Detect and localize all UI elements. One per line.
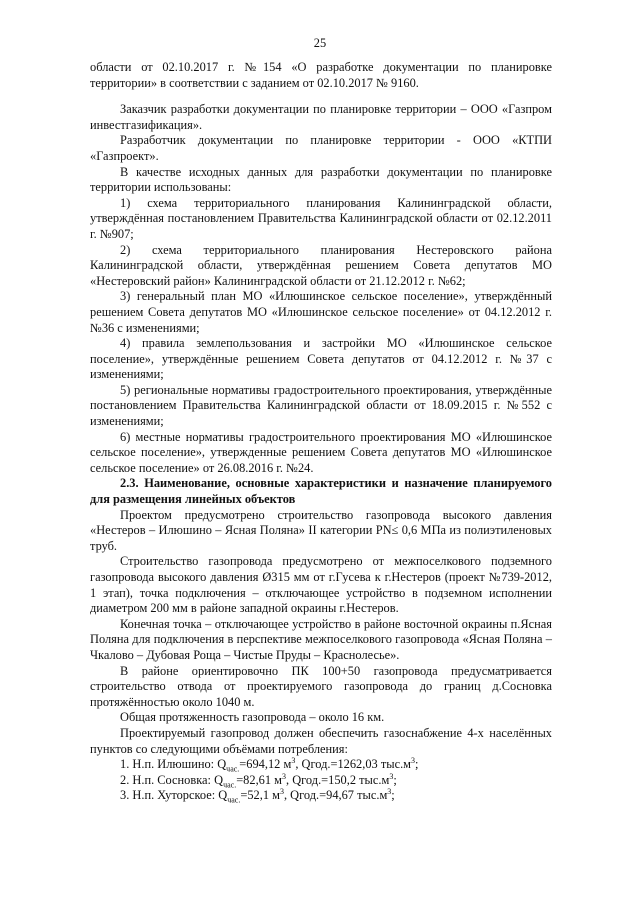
paragraph-developer: Разработчик документации по планировке территории - ООО «КТПИ «Газпроект». xyxy=(90,133,552,163)
paragraph-source-item-3: 3) генеральный план МО «Илюшинское сельское поселение», утверждённый решением Совета депутатов МО «Илюшинское сельское поселение» от 04.12.2012 г. №36 с изменениями; xyxy=(90,289,552,335)
paragraph-continuation: области от 02.10.2017 г. №154 «О разработке документации по планировке территории» в соответствии с заданием от 02.10.2017 № 9160. xyxy=(90,60,552,90)
page-number: 25 xyxy=(313,36,327,50)
paragraph-project-scope: Проектом предусмотрено строительство газопровода высокого давления «Нестеров – Илюшино – Ясная Поляна» II категории PN≤ 0,6 МПа из полиэтиленовых труб. xyxy=(90,507,552,553)
paragraph-customer: Заказчик разработки документации по планировке территории – ООО «Газпром инвестгазификация». xyxy=(90,102,552,132)
consumer-list xyxy=(90,757,552,804)
paragraph-source-item-4: 4) правила землепользования и застройки МО «Илюшинское сельское поселение», утверждённые решением Совета депутатов от 04.12.2012 г. №37 с изменениями; xyxy=(90,336,552,382)
list-item: 2. Н.п. Сосновка: $Q_{час.}=82,61$ $м^3$, Qгод.=150,2 $тыс.м^3$; xyxy=(120,771,397,790)
list-item: 3. Н.п. Хуторское: $Q_{час.}=52,1$ $м^3$, Qгод.=94,67 $тыс.м^3$; xyxy=(120,787,395,805)
list-item: 1. Н.п. Илюшино: $Q_{час.}=694,12$ $м^3$, Qгод.=1262,03 $тыс.м^3$; xyxy=(120,756,419,774)
paragraph-connection-point: Строительство газопровода предусмотрено от межпоселкового подземного газопровода высокого давления Ø315 мм от г.Гусева к г.Нестеров (проект №739-2012, 1 этап), точка подключения – отключающее устройство в подземном исполнении диаметром 200 мм в районе западной окраины г.Нестеров. xyxy=(90,554,552,616)
paragraph-source-item-1: 1) схема территориального планирования Калининградской области, утверждённая постановлением Правительства Калининградской области от 02.12.2011 г. №907; xyxy=(90,195,552,241)
paragraph-branch: В районе ориентировочно ПК 100+50 газопровода предусматривается строительство отвода от проектируемого газопровода до границ д.Сосновка протяжённостью около 1040 м. xyxy=(90,663,552,709)
paragraph-total-length: Общая протяженность газопровода – около 16 км. xyxy=(120,710,385,725)
paragraph-source-item-6: 6) местные нормативы градостроительного проектирования МО «Илюшинское сельское поселение», утвержденные решением Совета депутатов МО «Илюшинское сельское поселение» от 26.08.2016 г. №24. xyxy=(90,429,552,475)
paragraph-consumption-intro: Проектируемый газопровод должен обеспечить газоснабжение 4-х населённых пунктов со следующими объёмами потребления: xyxy=(90,725,552,756)
page-content xyxy=(90,60,552,804)
paragraph-source-item-5: 5) региональные нормативы градостроительного проектирования, утверждённые постановлением Правительства Калининградской области от 18.09.2015 г. №552 с изменениями; xyxy=(90,382,552,429)
paragraph-source-item-2: 2) схема территориального планирования Нестеровского района Калининградской области, утверждённая решением Совета депутатов МО «Нестеровский район» Калининградской области от 21.12.2012 г. №62; xyxy=(90,242,552,288)
paragraph-end-point: Конечная точка – отключающее устройство в районе восточной окраины п.Ясная Поляна для подключения в перспективе межпоселкового газопровода «Ясная Поляна – Чкалово – Дубовая Роща – Чистые Пруды – Краснолесье». xyxy=(90,616,552,662)
section-heading: 2.3. Наименование, основные характеристики и назначение планируемого для размещения линейных объектов xyxy=(90,476,552,507)
paragraph-source-data: В качестве исходных данных для разработки документации по планировке территории использованы: xyxy=(90,164,552,195)
